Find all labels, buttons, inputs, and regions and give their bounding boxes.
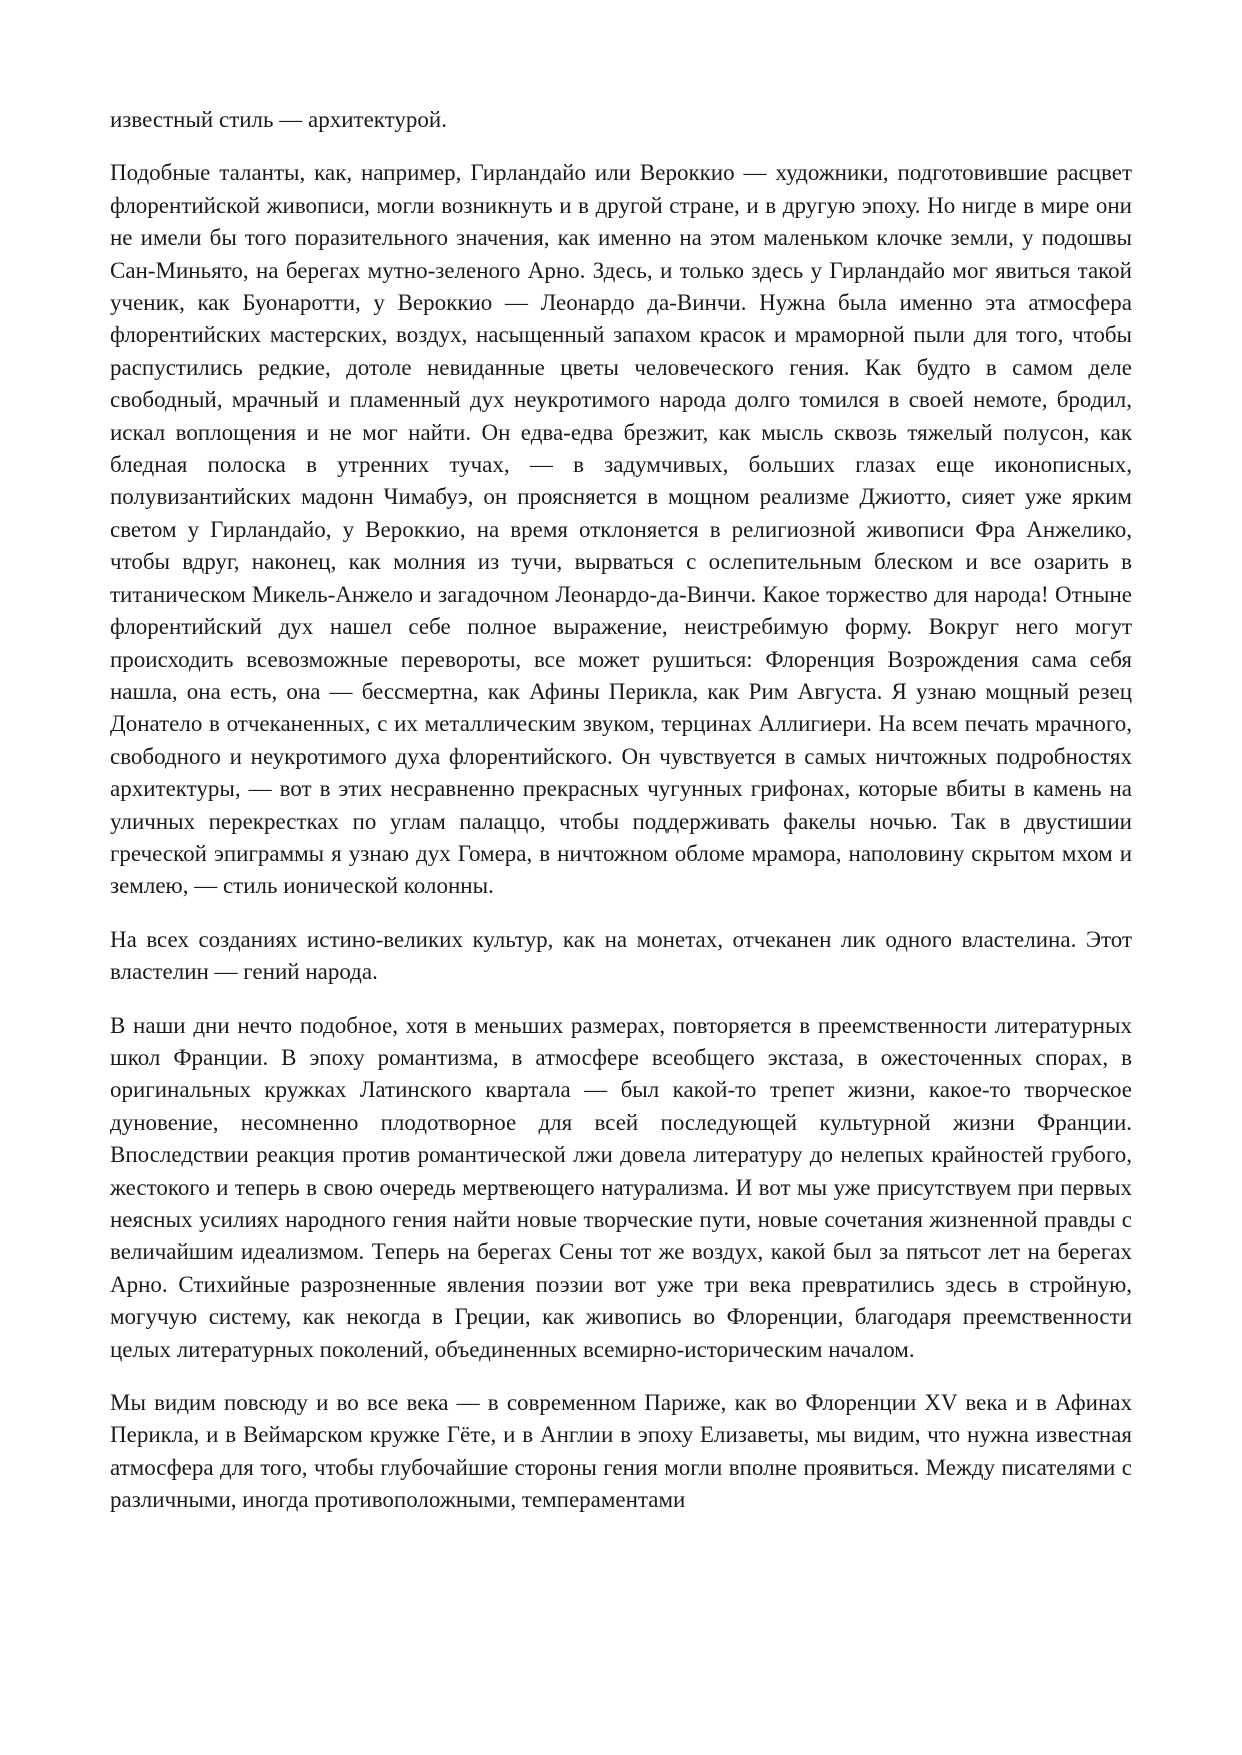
paragraph-florentine-painting: Подобные таланты, как, например, Гирландайо или Вероккио — художники, подготовившие расцвет флорентийской живописи, могли возникнуть и в другой стране, и в другую эпоху. Но нигде в мире они не имели бы того поразительного значения, как именно на этом маленьком клочке земли, у подошвы Сан-Миньято, на берегах мутно-зеленого Арно. Здесь, и только здесь у Гирландайо мог явиться такой ученик, как Буонаротти, у Вероккио — Леонардо да-Винчи. Нужна была именно эта атмосфера флорентийских мастерских, воздух, насыщенный запахом красок и мраморной пыли для того, чтобы распустились редкие, дотоле невиданные цветы человеческого гения. Как будто в самом деле свободный, мрачный и пламенный дух неукротимого народа долго томился в своей немоте, бродил, искал воплощения и не мог найти. Он едва-едва брезжит, как мысль сквозь тяжелый полусон, как бледная полоска в утренних тучах, — в задумчивых, больших глазах еще иконописных, полувизантийских мадонн Чимабуэ, он проясняется в мощном реализме Джиотто, сияет уже ярким светом у Гирландайо, у Вероккио, на время отклоняется в религиозной живописи Фра Анжелико, чтобы вдруг, наконец, как молния из тучи, вырваться с ослепительным блеском и все озарить в титаническом Микель-Анжело и загадочном Леонардо-да-Винчи. Какое торжество для народа! Отныне флорентийский дух нашел себе полное выражение, неистребимую форму. Вокруг него могут происходить всевозможные перевороты, все может рушиться: Флоренция Возрождения сама себя нашла, она есть, она — бессмертна, как Афины Перикла, как Рим Августа. Я узнаю мощный резец Донатело в отчеканенных, с их металлическим звуком, терцинах Аллигиери. На всем печать мрачного, свободного и неукротимого духа флорентийского. Он чувствуется в самых ничтожных подробностях архитектуры, — вот в этих несравненно прекрасных чугунных грифонах, которые вбиты в камень на уличных перекрестках по углам палаццо, чтобы поддерживать факелы ночью. Так в двустишии греческой эпиграммы я узнаю дух Гомера, в ничтожном обломе мрамора, наполовину скрытом мхом и землею, — стиль ионической колонны.	[110, 160, 1132, 899]
paragraph-french-literary-schools: В наши дни нечто подобное, хотя в меньших размерах, повторяется в преемственности литературных школ Франции. В эпоху романтизма, в атмосфере всеобщего экстаза, в ожесточенных спорах, в оригинальных кружках Латинского квартала — был какой-то трепет жизни, какое-то творческое дуновение, несомненно плодотворное для всей последующей культурной жизни Франции. Впоследствии реакция против романтической лжи довела литературу до нелепых крайностей грубого, жестокого и теперь в свою очередь мертвеющего натурализма. И вот мы уже присутствуем при первых неясных усилиях народного гения найти новые творческие пути, новые сочетания жизненной правды с величайшим идеализмом. Теперь на берегах Сены тот же воздух, какой был за пятьсот лет на берегах Арно. Стихийные разрозненные явления поэзии вот уже три века превратились здесь в стройную, могучую систему, как некогда в Греции, как живопись во Флоренции, благодаря преемственности целых литературных поколений, объединенных всемирно-историческим началом.	[110, 1012, 1132, 1362]
paragraph-atmosphere-of-genius: Мы видим повсюду и во все века — в современном Париже, как во Флоренции XV века и в Афинах Перикла, и в Веймарском кружке Гёте, и в Англии в эпоху Елизаветы, мы видим, что нужна известная атмосфера для того, чтобы глубочайшие стороны гения могли вполне проявиться. Между писателями с различными, иногда противоположными, темпераментами	[110, 1390, 1132, 1513]
paragraph-genius-of-people: На всех созданиях истино-великих культур, как на монетах, отчеканен лик одного властелина. Этот властелин — гений народа.	[110, 926, 1132, 985]
paragraph-architecture-style: известный стиль — архитектурой.	[110, 107, 447, 132]
document-page	[110, 104, 1132, 1517]
